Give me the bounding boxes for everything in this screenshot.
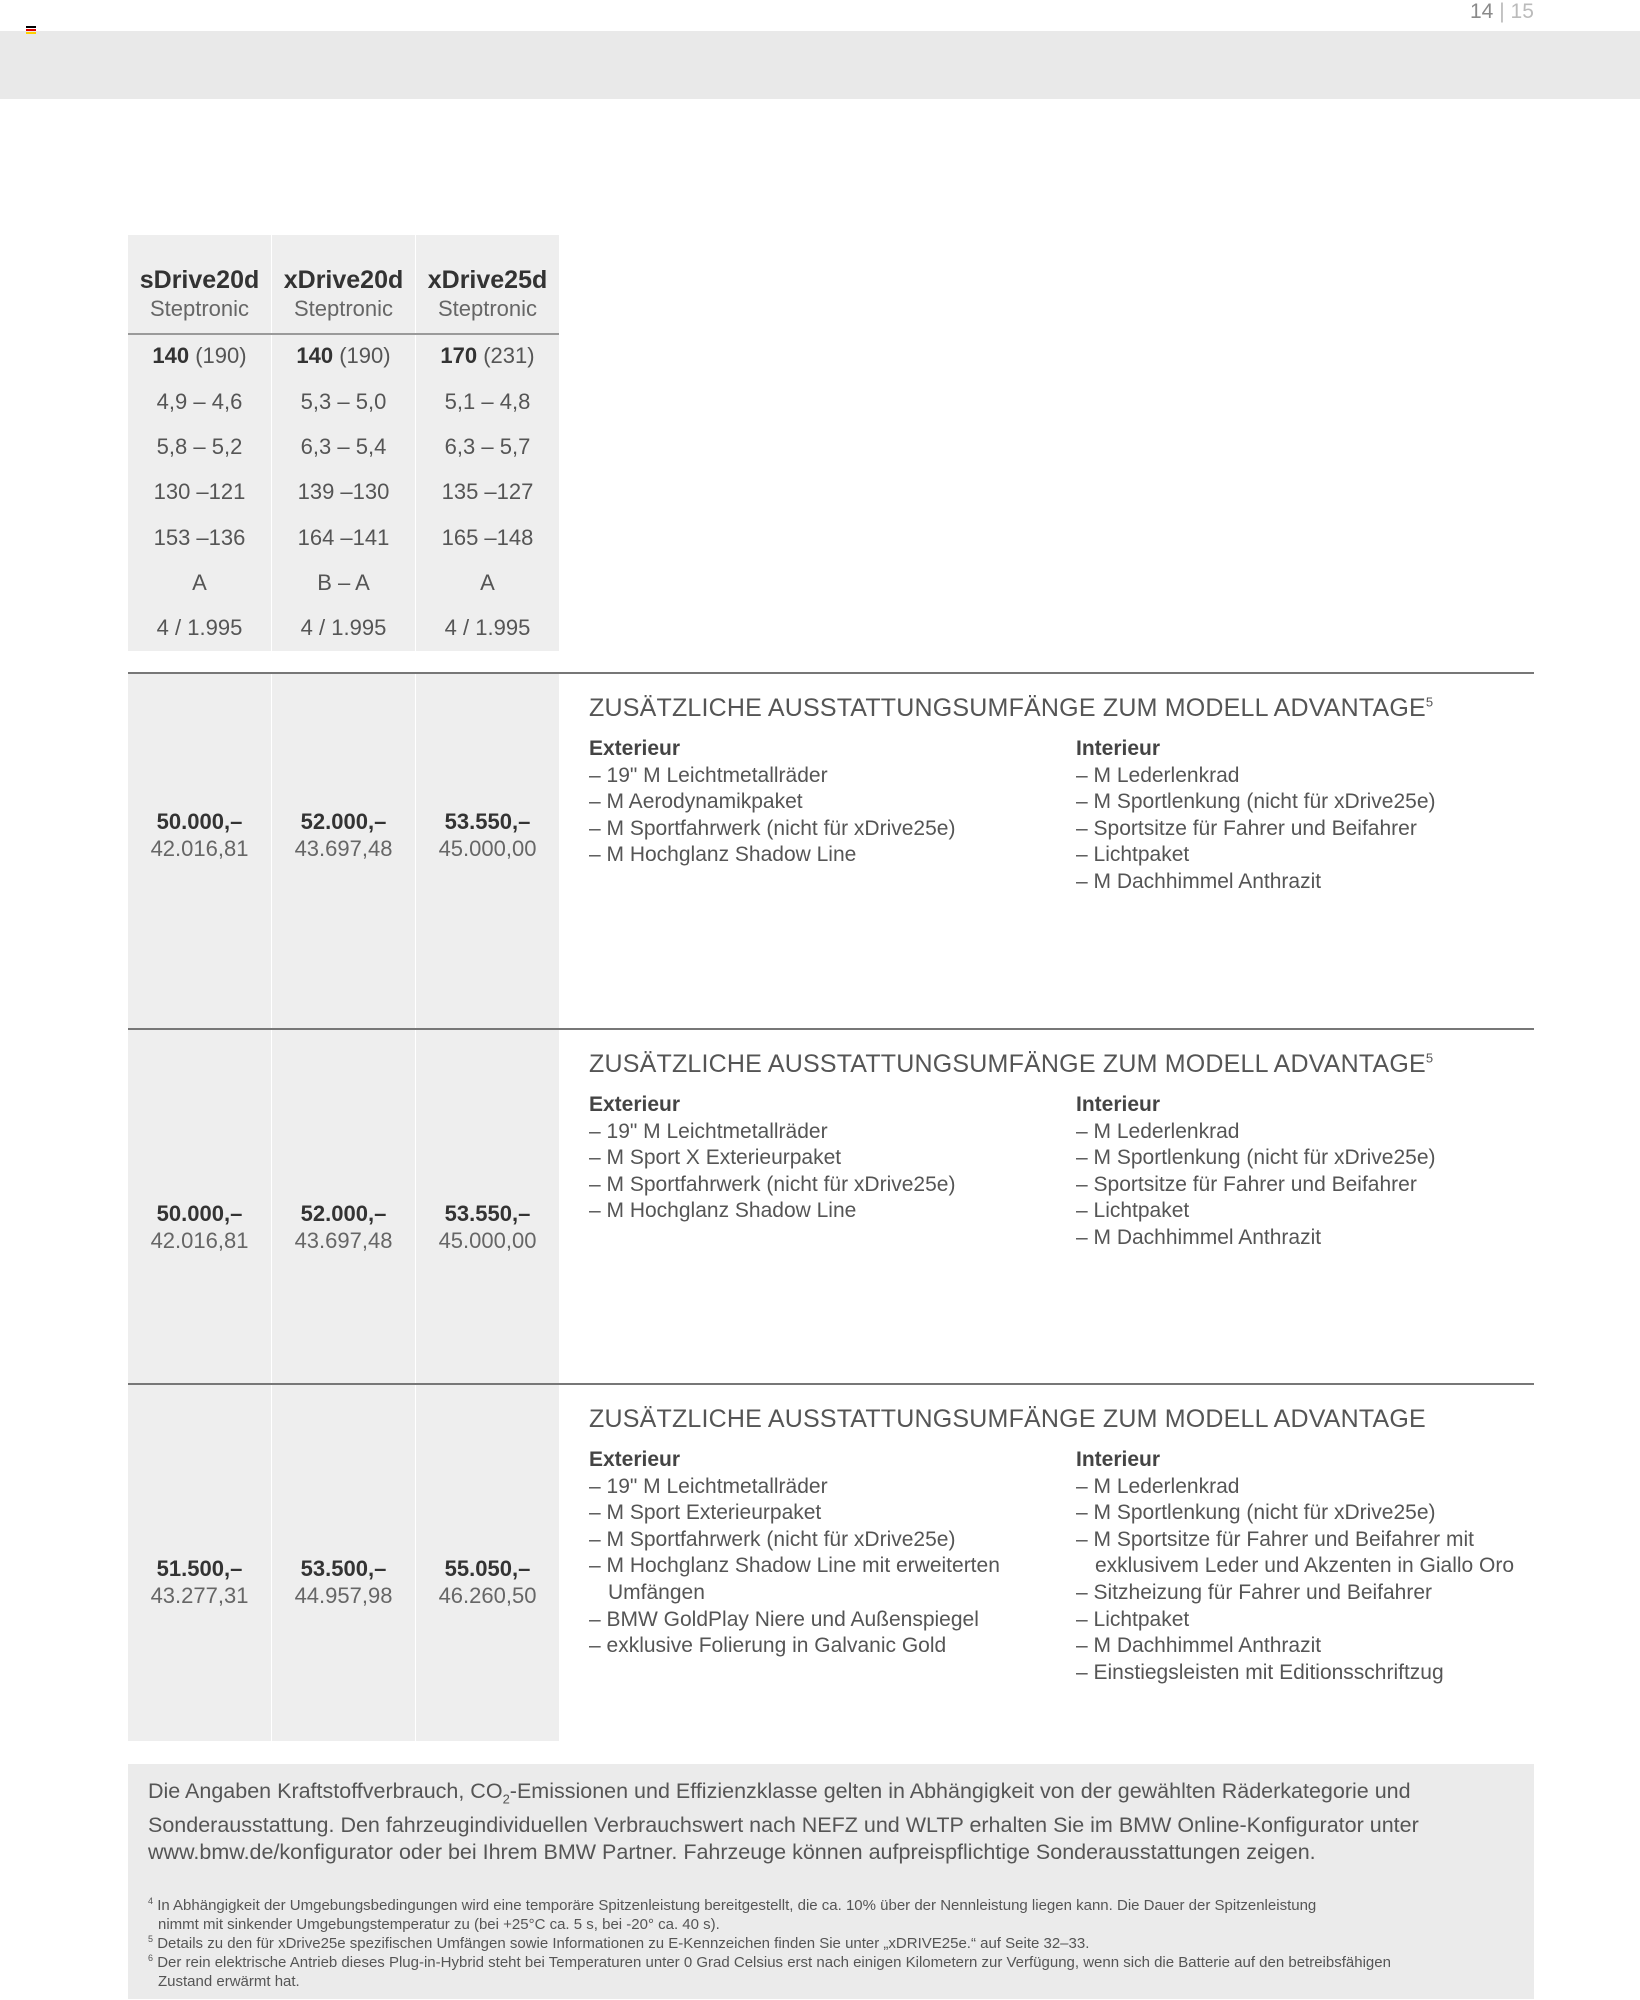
list-item: – Lichtpaket — [1076, 1607, 1190, 1631]
legal-note-text: Die Angaben Kraftstoffverbrauch, $CO_2$-Emissionen und Effizienzklasse gelten in Abhängigkeit von der gewählten Räderkategorie und Sonderausstattung. Den fahrzeugindividuellen Verbrauchswert nach NEFZ und WLTP erhalten Sie im BMW Online-Konfigurator unter www.bmw.de/konfigurator oder bei Ihrem BMW Partner. Fahrzeuge können aufpreispflichtige Sonderausstattungen zeigen. — [148, 1779, 1419, 1865]
price-cell: 52.000,– 43.697,48 — [294, 1201, 393, 1253]
list-item: – 19" M Leichtmetallräder — [589, 1474, 828, 1498]
model-name: sDrive20d — [139, 266, 260, 294]
list-item: – Sitzheizung für Fahrer und Beifahrer — [1076, 1580, 1433, 1604]
model-header — [416, 266, 559, 322]
spec-cell-power: 170 (231) — [440, 343, 535, 368]
list-item: – Sportsitze für Fahrer und Beifahrer — [1076, 1172, 1417, 1196]
list-item: – M Lederlenkrad — [1076, 763, 1240, 787]
header-divider — [128, 333, 559, 335]
spec-cell: A — [480, 570, 495, 595]
spec-cell: 4,9 – 4,6 — [156, 389, 243, 414]
exterieur-heading: Exterieur — [589, 737, 681, 760]
list-item: – M Sportlenkung (nicht für xDrive25e) — [1076, 790, 1436, 814]
price-cell: 53.500,– 44.957,98 — [294, 1556, 393, 1608]
model-header — [128, 266, 271, 322]
model-transmission: Steptronic — [293, 296, 394, 321]
spec-cell-power: 140 (190) — [152, 343, 247, 368]
german-flag-icon — [26, 26, 36, 34]
spec-cell: 135 –127 — [441, 479, 534, 504]
spec-cell: 130 –121 — [153, 479, 246, 504]
exterieur-group — [589, 736, 1059, 869]
list-item: – M Sportlenkung (nicht für xDrive25e) — [1076, 1501, 1436, 1525]
interieur-heading: Interieur — [1076, 1448, 1161, 1471]
exterieur-group — [589, 1447, 1049, 1660]
list-item: – M Sport Exterieurpaket — [589, 1501, 822, 1525]
spec-cell: 4 / 1.995 — [444, 615, 531, 640]
list-item: – M Lederlenkrad — [1076, 1474, 1240, 1498]
spec-cell: 164 –141 — [297, 525, 390, 550]
list-item: – exklusive Folierung in Galvanic Gold — [589, 1634, 947, 1658]
spec-cell: 6,3 – 5,7 — [444, 434, 531, 459]
interieur-group — [1076, 736, 1546, 896]
price-cell: 50.000,– 42.016,81 — [150, 809, 249, 861]
list-item: – M Dachhimmel Anthrazit — [1076, 1634, 1322, 1658]
spec-cell: 165 –148 — [441, 525, 534, 550]
footnote: $^6$ Der rein elektrische Antrieb dieses Plug-in-Hybrid steht bei Temperaturen unter 0 Grad Celsius erst nach einigen Kilometern zur Verfügung, wenn sich die Batterie auf den betreibsfähigen Zustand erwärmt hat. — [148, 1953, 1391, 1990]
list-item: – M Aerodynamikpaket — [589, 790, 803, 814]
page-separator: | — [1499, 0, 1505, 23]
list-item: – Lichtpaket — [1076, 843, 1190, 867]
list-item: – Einstiegsleisten mit Editionsschriftzug — [1076, 1660, 1444, 1684]
list-item: – M Sportfahrwerk (nicht für xDrive25e) — [589, 1172, 956, 1196]
exterieur-heading: Exterieur — [589, 1448, 681, 1471]
list-item: – M Hochglanz Shadow Line mit erweiterten Umfängen — [589, 1554, 1000, 1604]
spec-cell: 5,1 – 4,8 — [444, 389, 531, 414]
spec-cell: 4 / 1.995 — [300, 615, 387, 640]
spec-cell: 4 / 1.995 — [156, 615, 243, 640]
list-item: – M Dachhimmel Anthrazit — [1076, 1225, 1322, 1249]
price-cell: 50.000,– 42.016,81 — [150, 1201, 249, 1253]
price-cell: 53.550,– 45.000,00 — [438, 1201, 537, 1253]
price-cell: 51.500,– 43.277,31 — [150, 1556, 249, 1608]
list-item: – M Sportlenkung (nicht für xDrive25e) — [1076, 1146, 1436, 1170]
spec-cell: 5,3 – 5,0 — [300, 389, 387, 414]
interieur-group — [1076, 1092, 1546, 1252]
section-title: ZUSÄTZLICHE AUSSTATTUNGSUMFÄNGE ZUM MODELL ADVANTAGE — [589, 1405, 1426, 1433]
model-name: xDrive20d — [283, 266, 404, 294]
spec-cell: 5,8 – 5,2 — [156, 434, 243, 459]
footnote: $^5$ Details zu den für xDrive25e spezifischen Umfängen sowie Informationen zu E-Kennzeichen finden Sie unter „xDRIVE25e.“ auf Seite 32–33. — [148, 1934, 1090, 1952]
spec-cell-power: 140 (190) — [296, 343, 391, 368]
list-item: – M Sport X Exterieurpaket — [589, 1146, 842, 1170]
exterieur-group — [589, 1092, 1059, 1225]
list-item: – 19" M Leichtmetallräder — [589, 1119, 828, 1143]
list-item: – M Sportfahrwerk (nicht für xDrive25e) — [589, 1527, 956, 1551]
list-item: – BMW GoldPlay Niere und Außenspiegel — [589, 1607, 979, 1631]
list-item: – Sportsitze für Fahrer und Beifahrer — [1076, 816, 1417, 840]
section-title: ZUSÄTZLICHE AUSSTATTUNGSUMFÄNGE ZUM MODELL ADVANTAGE$^5$ — [589, 694, 1434, 722]
list-item: – M Hochglanz Shadow Line — [589, 843, 857, 867]
exterieur-heading: Exterieur — [589, 1093, 681, 1116]
model-transmission: Steptronic — [149, 296, 250, 321]
price-cell: 53.550,– 45.000,00 — [438, 809, 537, 861]
interieur-heading: Interieur — [1076, 1093, 1161, 1116]
model-transmission: Steptronic — [437, 296, 538, 321]
price-cell: 52.000,– 43.697,48 — [294, 809, 393, 861]
list-item: – M Lederlenkrad — [1076, 1119, 1240, 1143]
spec-cell: 6,3 – 5,4 — [300, 434, 387, 459]
spec-cell: B – A — [317, 570, 370, 595]
legal-note-box — [128, 1764, 1534, 1999]
list-item: – M Sportfahrwerk (nicht für xDrive25e) — [589, 816, 956, 840]
section-title: ZUSÄTZLICHE AUSSTATTUNGSUMFÄNGE ZUM MODELL ADVANTAGE$^5$ — [589, 1050, 1434, 1078]
list-item: – Lichtpaket — [1076, 1199, 1190, 1223]
footnote: $^4$ In Abhängigkeit der Umgebungsbedingungen wird eine temporäre Spitzenleistung bereitgestellt, die ca. 10% über der Nennleistung liegen kann. Die Dauer der Spitzenleistung nimmt mit sinkender Umgebungstemperatur zu (bei +25°C ca. 5 s, bei -20° ca. 40 s). — [148, 1896, 1317, 1933]
interieur-group — [1076, 1447, 1538, 1686]
spec-cell: 139 –130 — [297, 479, 390, 504]
spec-cell: 153 –136 — [153, 525, 246, 550]
list-item: – M Hochglanz Shadow Line — [589, 1199, 857, 1223]
price-cell: 55.050,– 46.260,50 — [438, 1556, 537, 1608]
list-item: – 19" M Leichtmetallräder — [589, 763, 828, 787]
model-name: xDrive25d — [427, 266, 548, 294]
list-item: – M Sportsitze für Fahrer und Beifahrer mit exklusivem Leder und Akzenten in Giallo Oro — [1076, 1527, 1515, 1578]
page-next: 15 — [1510, 0, 1534, 23]
header-bar — [0, 31, 1640, 99]
page-number — [1470, 0, 1534, 24]
interieur-heading: Interieur — [1076, 737, 1161, 760]
model-header — [272, 266, 415, 322]
spec-cell: A — [192, 570, 207, 595]
list-item: – M Dachhimmel Anthrazit — [1076, 869, 1322, 893]
page-current: 14 — [1470, 0, 1494, 23]
